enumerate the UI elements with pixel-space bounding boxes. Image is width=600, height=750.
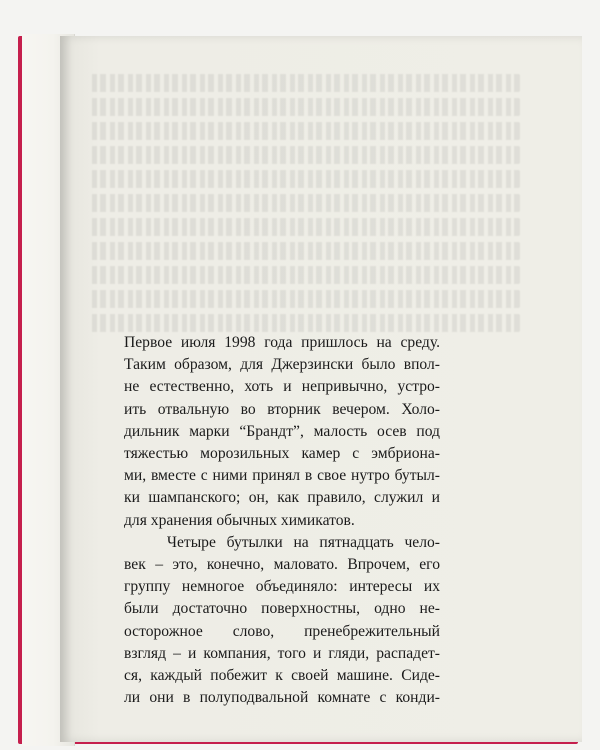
text-line: век – это, конечно, маловато. Впрочем, его xyxy=(124,556,440,574)
text-line: для хранения обычных химикатов. xyxy=(124,511,355,529)
text-line: ки шампанского; он, как правило, служил и xyxy=(124,489,440,507)
text-line: ли они в полуподвальной комнате с конди- xyxy=(124,689,440,707)
page-body-text xyxy=(124,332,440,709)
text-line: были достаточно поверхностны, одно не- xyxy=(124,600,440,618)
text-line: взгляд – и компания, того и гляди, распадет- xyxy=(124,644,440,662)
text-line: осторожное слово, пренебрежительный xyxy=(124,622,440,640)
text-line: дильник марки “Брандт”, малость осев под xyxy=(124,422,440,440)
text-line: группу немногое объединяло: интересы их xyxy=(124,578,440,596)
text-line: Таким образом, для Джерзински было впол- xyxy=(124,356,440,374)
text-line: Четыре бутылки на пятнадцать чело- xyxy=(124,533,440,551)
show-through-text xyxy=(90,74,520,344)
text-line: ся, каждый побежит к своей машине. Сиде- xyxy=(124,667,440,685)
text-line: ми, вместе с ними принял в свое нутро бутыл- xyxy=(124,467,440,485)
text-line: Первое июля 1998 года пришлось на среду. xyxy=(124,334,440,351)
text-line: ить отвальную во вторник вечером. Холо- xyxy=(124,400,440,418)
text-line: тяжестью морозильных камер с эмбриона- xyxy=(124,445,440,463)
text-line: не естественно, хоть и непривычно, устро- xyxy=(124,378,440,396)
